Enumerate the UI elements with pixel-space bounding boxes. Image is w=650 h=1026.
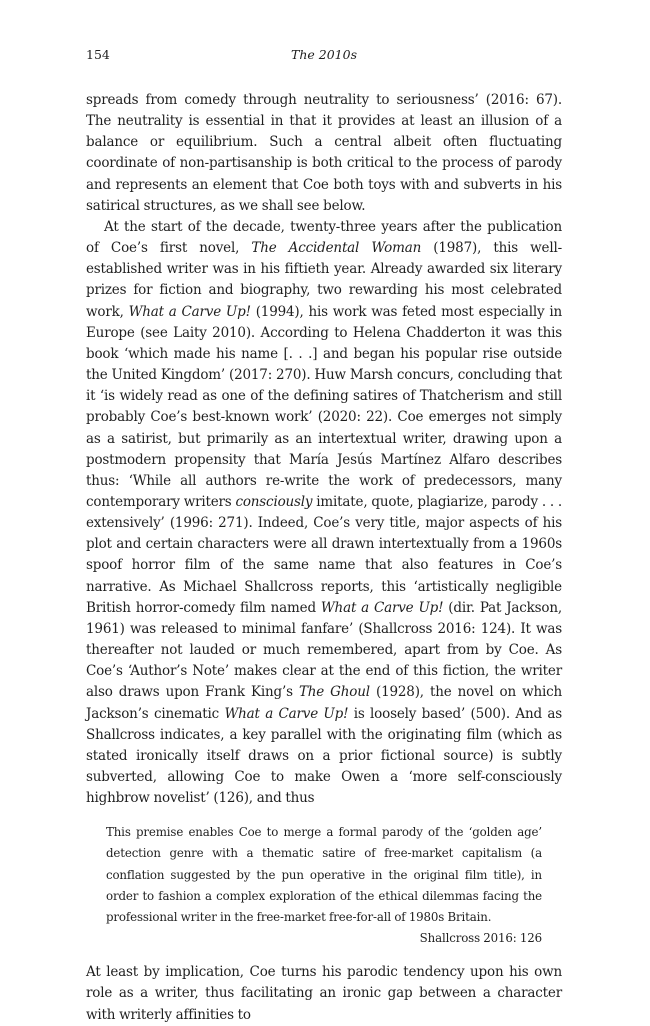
paragraph-text: imitate, quote, plagiarize, parody . . . extensively’ (1996: 271). Indeed, Coe’s very title, major aspects of his plot and certain characters were all drawn intertextually from a 1960s spoof horror film of the same name that also features in Coe’s narrative. As Michael Shallcross reports, this ‘artistically negligible British horror-comedy film named bbox=[86, 493, 562, 616]
work-title: What a Carve Up! bbox=[224, 705, 349, 722]
paragraph-text: spreads from comedy through neutrality to seriousness’ (2016: 67). The neutrality is essential in that it provides at least an illusion of a balance or equilibrium. Such a central albeit often fluctuating coordinate of non-partisanship is both critical to the process of parody and represents an element that Coe both toys with and subverts in his satirical structures, as we shall see below. bbox=[86, 92, 562, 214]
paragraph-continuation bbox=[86, 90, 562, 217]
paragraph-text: (1994), his work was feted most especially in Europe (see Laity 2010). According to Helena Chadderton it was this book ‘which made his name [. . .] and began his popular rise outside the United Kingdom’ (2017: 270). Huw Marsh concurs, concluding that it ‘is widely read as one of the defining satires of Thatcherism and still probably Coe’s best-known work’ (2020: 22). Coe emerges not simply as a satirist, but primarily as an intertextual writer, drawing upon a postmodern propensity that María Jesús Martínez Alfaro describes thus: ‘While all authors re-write the work of predecessors, many contemporary writers bbox=[86, 303, 562, 510]
page-header bbox=[86, 47, 562, 67]
block-quote bbox=[106, 822, 542, 949]
paragraph-coe-career bbox=[86, 217, 562, 809]
paragraph-text: (1987), this well-established writer was in his fiftieth year. Already awarded six literary prizes for fiction and biography, two rewarding his most celebrated work, bbox=[86, 240, 562, 320]
work-title: What a Carve Up! bbox=[320, 599, 444, 616]
paragraph-text: (dir. Pat Jackson, 1961) was released to minimal fanfare’ (Shallcross 2016: 124). It was thereafter not lauded or much remembered, apart from by Coe. As Coe’s ‘Author’s Note’ makes clear at the end of this fiction, the writer also draws upon Frank King’s bbox=[86, 599, 563, 701]
paragraph-text: is loosely based’ (500). And as Shallcross indicates, a key parallel with the originating film (which as stated ironically itself draws on a prior fictional source) is subtly subverted, allowing Coe to make Owen a ‘more self-consciously highbrow novelist’ (126), and thus bbox=[86, 705, 562, 807]
paragraph-implication bbox=[86, 962, 562, 1025]
paragraph-text: (1928), the novel on which Jackson’s cinematic bbox=[86, 684, 562, 722]
quote-text: This premise enables Coe to merge a formal parody of the ‘golden age’ detection genre with a thematic satire of free-market capitalism (a conflation suggested by the pun operative in the original film title), in order to fashion a complex exploration of the ethical dilemmas facing the professional writer in the free-market free-for-all of 1980s Britain. bbox=[106, 825, 542, 924]
body-text bbox=[86, 90, 562, 1026]
quote-citation: Shallcross 2016: 126 bbox=[419, 931, 542, 946]
work-title: The Accidental Woman bbox=[251, 240, 422, 257]
page-number: 154 bbox=[86, 47, 110, 62]
emphasis: consciously bbox=[235, 493, 313, 510]
paragraph-text: At least by implication, Coe turns his parodic tendency upon his own role as a writer, thus facilitating an ironic gap between a character with writerly affinities to bbox=[86, 964, 562, 1023]
work-title: What a Carve Up! bbox=[128, 303, 251, 320]
work-title: The Ghoul bbox=[298, 684, 370, 701]
running-head: The 2010s bbox=[291, 47, 357, 62]
paragraph-text: At the start of the decade, twenty-three years after the publication of Coe’s first novel, bbox=[86, 218, 562, 257]
